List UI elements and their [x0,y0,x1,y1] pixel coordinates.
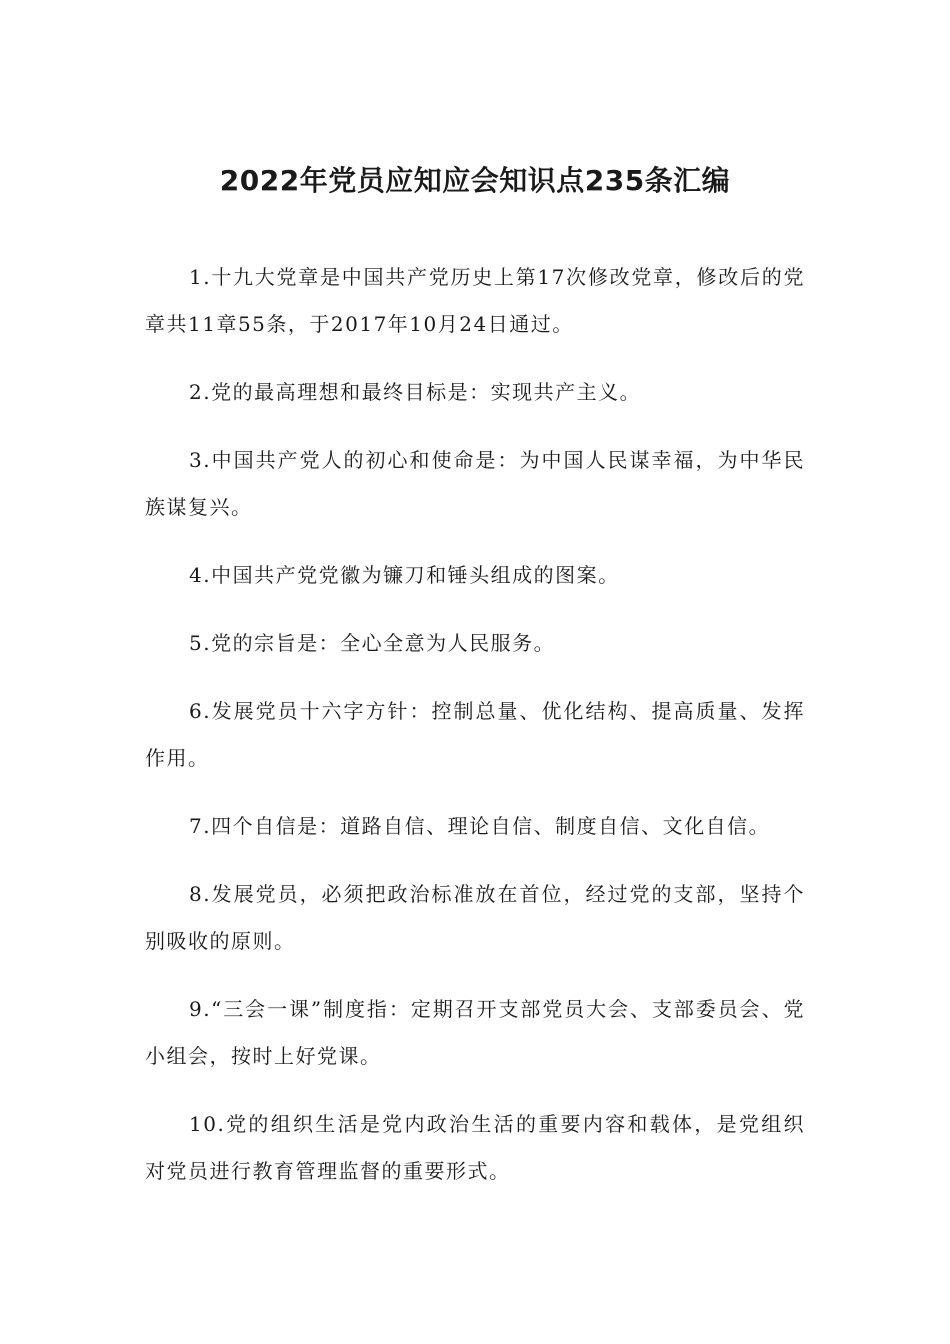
document-body [145,254,805,1216]
document-title: 2022年党员应知应会知识点235条汇编 [219,163,731,197]
paragraph-8: 8.发展党员，必须把政治标准放在首位，经过党的支部，坚持个别吸收的原则。 [145,882,805,953]
paragraph-4: 4.中国共产党党徽为镰刀和锤头组成的图案。 [189,563,620,587]
paragraph-6: 6.发展党员十六字方针：控制总量、优化结构、提高质量、发挥作用。 [145,699,805,770]
paragraph-2: 2.党的最高理想和最终目标是：实现共产主义。 [189,380,642,404]
paragraph-9: 9.“三会一课”制度指：定期召开支部党员大会、支部委员会、党小组会，按时上好党课。 [145,997,805,1068]
paragraph-3: 3.中国共产党人的初心和使命是：为中国人民谋幸福，为中华民族谋复兴。 [145,448,805,519]
paragraph-7: 7.四个自信是：道路自信、理论自信、制度自信、文化自信。 [189,814,771,838]
paragraph-10: 10.党的组织生活是党内政治生活的重要内容和载体，是党组织对党员进行教育管理监督的重要形式。 [145,1112,805,1183]
paragraph-1: 1.十九大党章是中国共产党历史上第17次修改党章，修改后的党章共11章55条，于2017年10月24日通过。 [145,265,805,336]
paragraph-5: 5.党的宗旨是：全心全意为人民服务。 [189,631,556,655]
